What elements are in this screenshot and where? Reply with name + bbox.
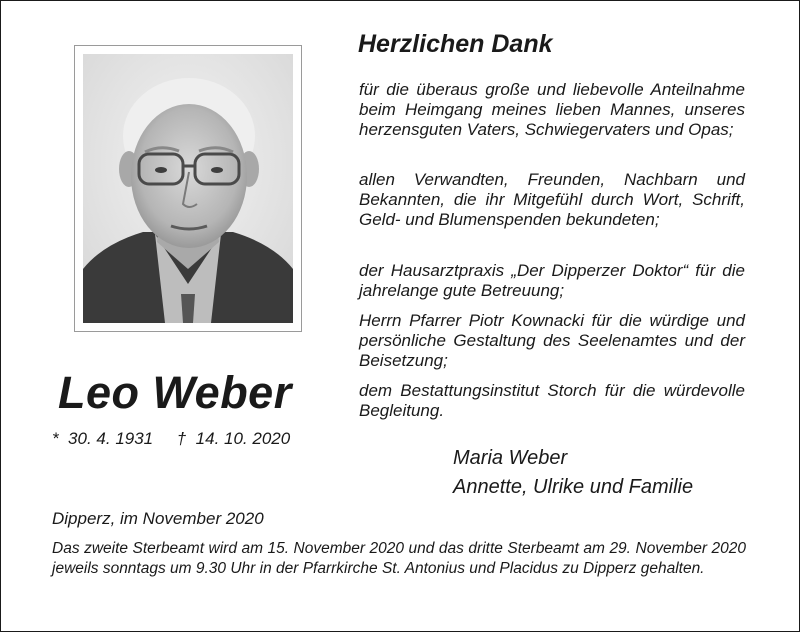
portrait-photo bbox=[83, 54, 293, 323]
signer-line: Maria Weber bbox=[453, 447, 568, 469]
thanks-paragraph: Herrn Pfarrer Piotr Kownacki für die würdige und persönliche Gestaltung des Seelenamtes und der Beisetzung; bbox=[359, 311, 745, 370]
thanks-paragraph: dem Bestattungsinstitut Storch für die würdevolle Begleitung. bbox=[359, 381, 745, 420]
thanks-paragraph: der Hausarztpraxis „Der Dipperzer Doktor“ für die jahrelange gute Betreuung; bbox=[359, 261, 745, 300]
headline: Herzlichen Dank bbox=[358, 30, 553, 58]
thanks-paragraph: für die überaus große und liebevolle Anteilnahme beim Heimgang meines lieben Mannes, unseres herzensguten Vaters, Schwiegervaters und Opas; bbox=[359, 80, 745, 139]
portrait-frame bbox=[74, 45, 302, 332]
signers bbox=[453, 444, 693, 502]
deceased-name: Leo Weber bbox=[58, 367, 292, 418]
life-dates: * 30. 4. 1931 † 14. 10. 2020 bbox=[52, 429, 291, 448]
footer-note: Das zweite Sterbeamt wird am 15. November 2020 und das dritte Sterbeamt am 29. November 2020 jeweils sonntags um 9.30 Uhr in der Pfarrkirche St. Antonius und Placidus zu Dipperz gehalten. bbox=[52, 540, 746, 577]
signer-line: Annette, Ulrike und Familie bbox=[453, 476, 694, 498]
place-date: Dipperz, im November 2020 bbox=[52, 509, 264, 528]
thanks-paragraph: allen Verwandten, Freunden, Nachbarn und Bekannten, die ihr Mitgefühl durch Wort, Schrift, Geld- und Blumenspenden bekundeten; bbox=[359, 170, 745, 229]
